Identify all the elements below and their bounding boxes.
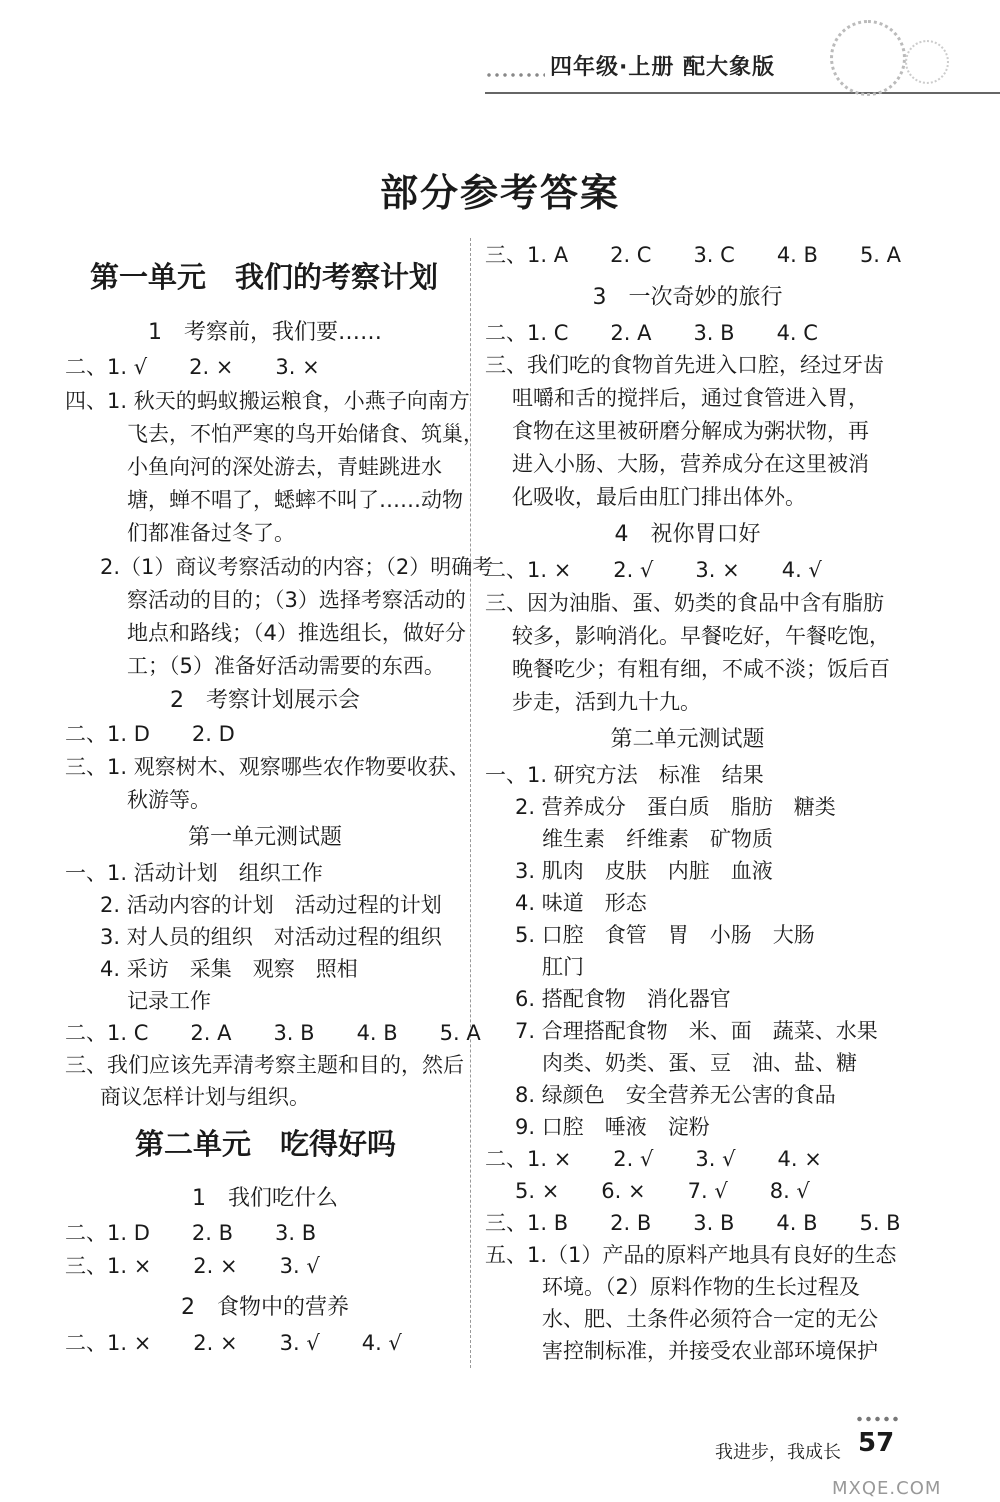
answer-line: 三、1. B 2. B 3. B 4. B 5. B — [485, 1211, 901, 1235]
answer-line: 食物在这里被研磨分解成为粥状物，再 — [512, 419, 869, 443]
answer-line: 肉类、奶类、蛋、豆 油、盐、糖 — [542, 1051, 857, 1075]
answer-line: 二、1. D 2. B 3. B — [65, 1221, 317, 1245]
section-heading: 2 食物中的营养 — [181, 1295, 349, 1320]
answer-line: 二、1. × 2. √ 3. √ 4. × — [485, 1147, 822, 1171]
section-heading: 第一单元测试题 — [187, 825, 342, 850]
unit-heading: 第二单元 吃得好吗 — [135, 1127, 397, 1161]
answer-line: 2.（1）商议考察活动的内容；（2）明确考 — [100, 555, 494, 579]
answer-line: 四、1. 秋天的蚂蚁搬运粮食，小燕子向南方 — [65, 389, 470, 413]
header-ornament-icon — [830, 20, 906, 96]
answer-line: 三、因为油脂、蛋、奶类的食品中含有脂肪 — [485, 591, 884, 615]
answer-line: 小鱼向河的深处游去，青蛙跳进水 — [127, 455, 442, 479]
answer-line: 地点和路线；（4）推选组长，做好分 — [127, 621, 466, 645]
section-heading: 第二单元测试题 — [610, 727, 765, 752]
answer-line: 维生素 纤维素 矿物质 — [542, 827, 773, 851]
answer-line: 害控制标准，并接受农业部环境保护 — [542, 1339, 878, 1363]
answer-line: 飞去，不怕严寒的鸟开始储食、筑巢， — [127, 422, 484, 446]
answer-line: 塘，蝉不唱了，蟋蟀不叫了……动物 — [127, 488, 463, 512]
answer-line: 三、我们应该先弄清考察主题和目的，然后 — [65, 1053, 464, 1077]
answer-line: 二、1. √ 2. × 3. × — [65, 355, 320, 379]
answer-line: 二、1. C 2. A 3. B 4. C — [485, 321, 818, 345]
page-title: 部分参考答案 — [379, 170, 620, 215]
answer-line: 化吸收，最后由肛门排出体外。 — [512, 485, 806, 509]
answer-line: 步走，活到九十九。 — [512, 690, 701, 714]
answer-line: 咀嚼和舌的搅拌后，通过食管进入胃， — [512, 386, 869, 410]
section-heading: 1 我们吃什么 — [192, 1186, 338, 1211]
watermark-text: MXQE.COM — [832, 1478, 942, 1499]
answer-line: 五、1.（1）产品的原料产地具有良好的生态 — [485, 1243, 897, 1267]
answer-line: 2. 营养成分 蛋白质 脂肪 糖类 — [515, 795, 836, 819]
header-ornament-small-icon — [905, 40, 949, 84]
answer-line: 三、1. A 2. C 3. C 4. B 5. A — [485, 243, 902, 267]
answer-line: 6. 搭配食物 消化器官 — [515, 987, 731, 1011]
header-rule — [485, 92, 1000, 94]
answer-line: 三、我们吃的食物首先进入口腔，经过牙齿 — [485, 353, 884, 377]
answer-line: 商议怎样计划与组织。 — [100, 1085, 310, 1109]
page-number-dots-decoration — [855, 1414, 900, 1424]
answer-line: 秋游等。 — [127, 788, 211, 812]
answer-line: 二、1. C 2. A 3. B 4. B 5. A — [65, 1021, 481, 1045]
header-dots-decoration — [485, 70, 545, 80]
answer-line: 2. 活动内容的计划 活动过程的计划 — [100, 893, 442, 917]
answer-line: 三、1. × 2. × 3. √ — [65, 1254, 320, 1278]
section-heading: 4 祝你胃口好 — [614, 522, 761, 547]
answer-line: 二、1. × 2. × 3. √ 4. √ — [65, 1331, 402, 1355]
answer-line: 们都准备过冬了。 — [127, 521, 295, 545]
answer-line: 3. 对人员的组织 对活动过程的组织 — [100, 925, 442, 949]
answer-line: 工；（5）准备好活动需要的东西。 — [127, 654, 445, 678]
answer-line: 进入小肠、大肠，营养成分在这里被消 — [512, 452, 869, 476]
answer-line: 4. 采访 采集 观察 照相 — [100, 957, 358, 981]
answer-line: 5. 口腔 食管 胃 小肠 大肠 — [515, 923, 815, 947]
answer-line: 4. 味道 形态 — [515, 891, 647, 915]
answer-line: 一、1. 活动计划 组织工作 — [65, 861, 323, 885]
answer-line: 3. 肌肉 皮肤 内脏 血液 — [515, 859, 773, 883]
answer-line: 水、肥、土条件必须符合一定的无公 — [542, 1307, 878, 1331]
answer-line: 7. 合理搭配食物 米、面 蔬菜、水果 — [515, 1019, 878, 1043]
answer-line: 二、1. D 2. D — [65, 722, 235, 746]
column-divider — [470, 238, 471, 1368]
page-number: 57 — [858, 1428, 895, 1458]
answer-line: 一、1. 研究方法 标准 结果 — [485, 763, 764, 787]
answer-line: 9. 口腔 唾液 淀粉 — [515, 1115, 710, 1139]
answer-line: 记录工作 — [127, 989, 211, 1013]
answer-line: 察活动的目的；（3）选择考察活动的 — [127, 588, 466, 612]
answer-line: 5. × 6. × 7. √ 8. √ — [515, 1179, 810, 1203]
answer-line: 二、1. × 2. √ 3. × 4. √ — [485, 558, 822, 582]
unit-heading: 第一单元 我们的考察计划 — [90, 260, 439, 294]
answer-line: 肛门 — [542, 955, 584, 979]
footer-slogan: 我进步，我成长 — [715, 1442, 841, 1463]
answer-line: 较多，影响消化。早餐吃好，午餐吃饱， — [512, 624, 890, 648]
header-grade-label: 四年级·上册 配大象版 — [550, 55, 776, 80]
answer-line: 三、1. 观察树木、观察哪些农作物要收获、 — [65, 755, 470, 779]
answer-line: 8. 绿颜色 安全营养无公害的食品 — [515, 1083, 836, 1107]
section-heading: 1 考察前，我们要…… — [148, 320, 382, 345]
section-heading: 3 一次奇妙的旅行 — [592, 285, 783, 310]
answer-line: 晚餐吃少；有粗有细，不咸不淡；饭后百 — [512, 657, 890, 681]
answer-line: 环境。（2）原料作物的生长过程及 — [542, 1275, 860, 1299]
section-heading: 2 考察计划展示会 — [170, 688, 360, 713]
